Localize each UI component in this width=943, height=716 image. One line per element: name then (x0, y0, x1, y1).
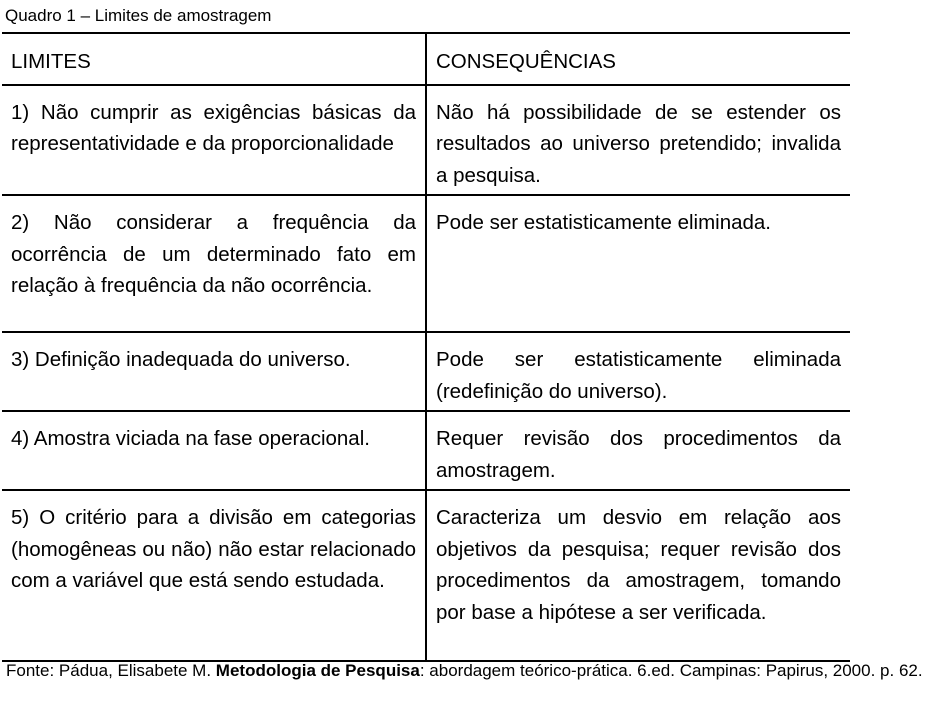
limite-cell: 4) Amostra viciada na fase operacional. (2, 411, 426, 490)
limite-cell: 1) Não cumprir as exigências básicas da representatividade e da proporcionalidade (2, 85, 426, 196)
source-suffix: : abordagem teórico-prática. 6.ed. Campinas: Papirus, 2000. p. 62. (419, 661, 923, 680)
table-row (2, 490, 850, 661)
table-row (2, 332, 850, 411)
consequencia-cell: Pode ser estatisticamente eliminada (redefinição do universo). (426, 332, 850, 411)
limite-cell: 3) Definição inadequada do universo. (2, 332, 426, 411)
table-row (2, 411, 850, 490)
table-header-row (2, 33, 850, 85)
consequencia-cell: Pode ser estatisticamente eliminada. (426, 195, 850, 332)
header-consequencias: CONSEQUÊNCIAS (426, 33, 850, 85)
table-caption: Quadro 1 – Limites de amostragem (5, 6, 272, 25)
source-citation (6, 656, 926, 685)
table-row (2, 85, 850, 196)
limits-table (2, 32, 850, 662)
source-title: Metodologia de Pesquisa (215, 661, 420, 680)
source-prefix: Fonte: Pádua, Elisabete M. (6, 661, 216, 680)
table-row (2, 195, 850, 332)
header-limites: LIMITES (2, 33, 426, 85)
limite-cell: 5) O critério para a divisão em categorias (homogêneas ou não) não estar relacionado com a variável que está sendo estudada. (2, 490, 426, 661)
limite-cell: 2) Não considerar a frequência da ocorrência de um determinado fato em relação à frequência da não ocorrência. (2, 195, 426, 332)
consequencia-cell: Caracteriza um desvio em relação aos objetivos da pesquisa; requer revisão dos procedimentos da amostragem, tomando por base a hipótese a ser verificada. (426, 490, 850, 661)
consequencia-cell: Não há possibilidade de se estender os resultados ao universo pretendido; invalida a pesquisa. (426, 85, 850, 196)
consequencia-cell: Requer revisão dos procedimentos da amostragem. (426, 411, 850, 490)
